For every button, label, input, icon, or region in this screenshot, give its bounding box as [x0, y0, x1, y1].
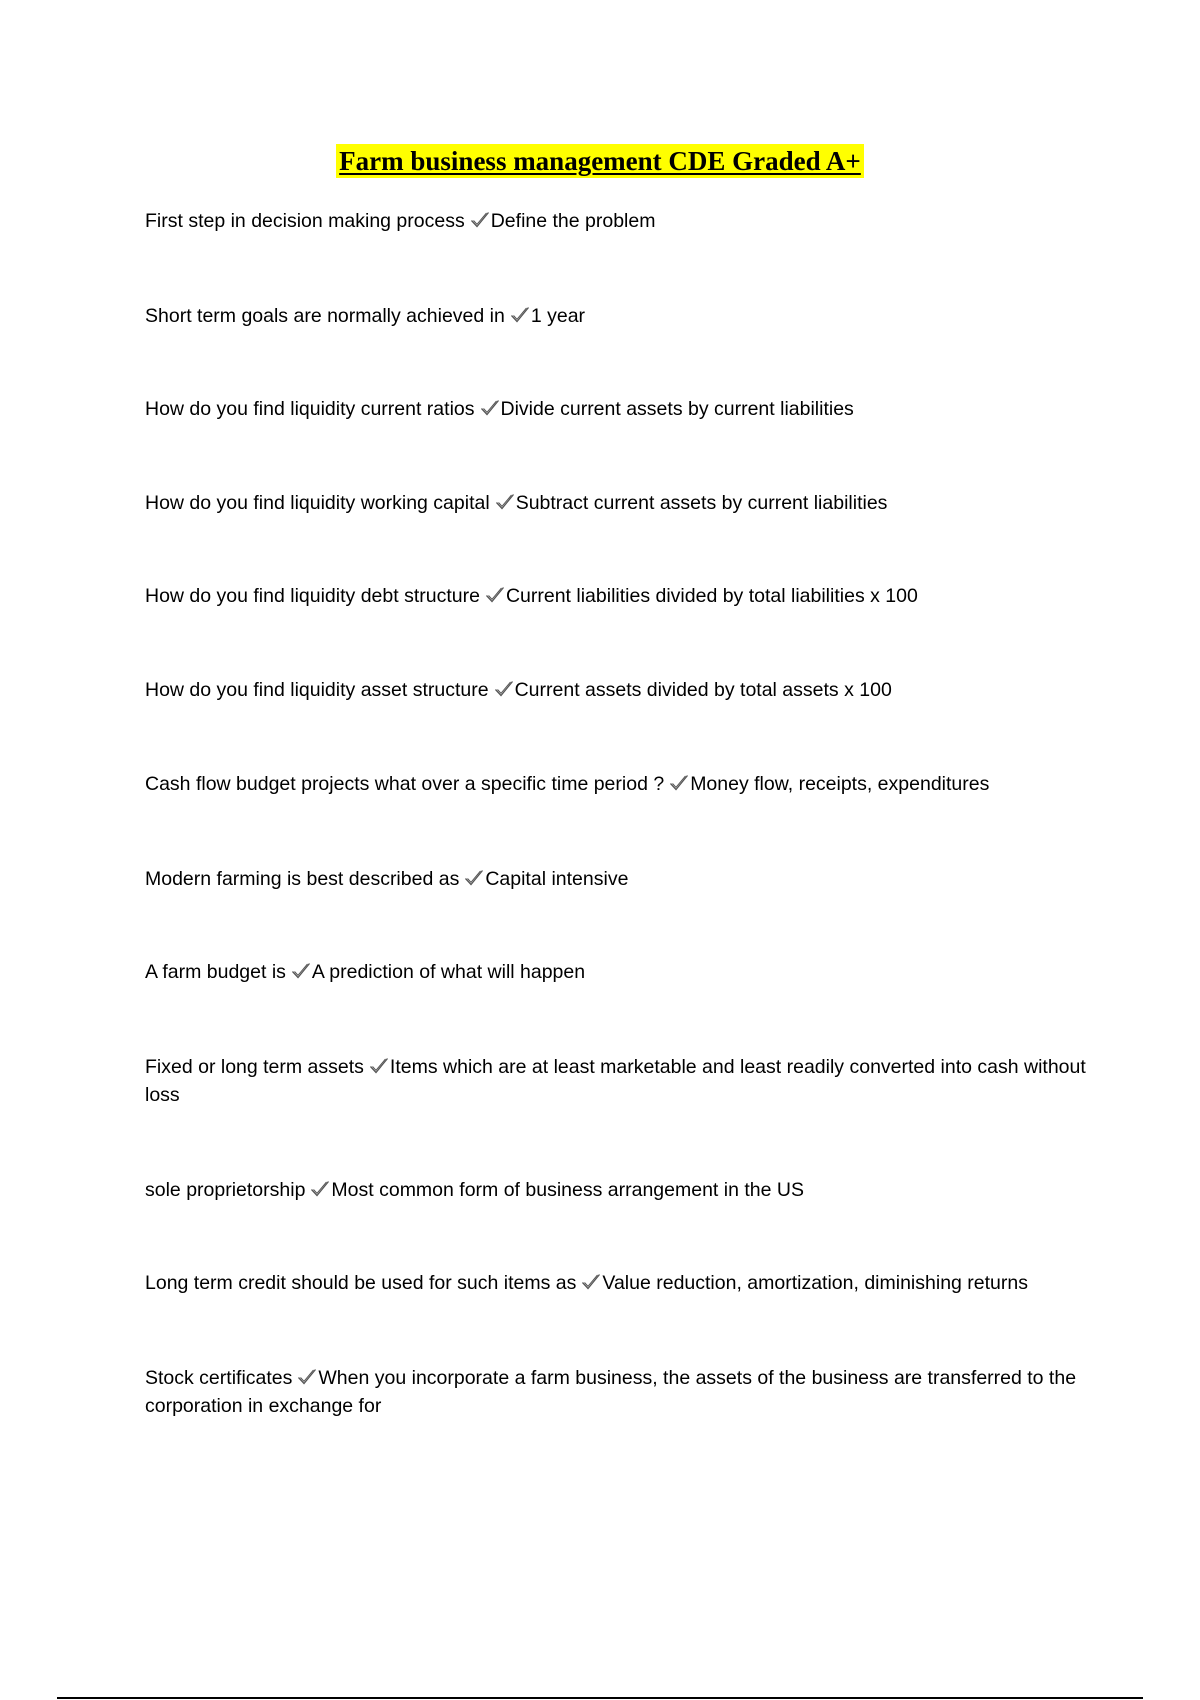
answer-text: When you incorporate a farm business, the assets of the business are transferred to the corporation in exchange for: [145, 1367, 1077, 1417]
answer-text: Current liabilities divided by total liabilities x 100: [505, 585, 918, 607]
title-container: [0, 144, 1200, 178]
question-text: How do you find liquidity asset structure: [145, 679, 489, 701]
question-text: Long term credit should be used for such items as: [145, 1272, 577, 1294]
check-mark-icon: [485, 586, 505, 604]
question-text: Cash flow budget projects what over a specific time period ?: [145, 773, 665, 795]
answer-text: Most common form of business arrangement in the US: [331, 1179, 804, 1201]
check-mark-icon: [470, 211, 490, 229]
question-text: Modern farming is best described as: [145, 868, 460, 890]
question-text: Short term goals are normally achieved in: [145, 305, 505, 327]
qa-item: [145, 676, 1095, 704]
check-mark-icon: [494, 680, 514, 698]
check-mark-icon: [510, 306, 530, 324]
qa-item: [145, 1053, 1095, 1109]
question-text: How do you find liquidity current ratios: [145, 398, 475, 420]
answer-text: Subtract current assets by current liabilities: [515, 492, 888, 514]
page-title: Farm business management CDE Graded A+: [336, 144, 864, 178]
question-text: A farm budget is: [145, 961, 286, 983]
answer-text: A prediction of what will happen: [311, 961, 586, 983]
qa-item: [145, 489, 1095, 517]
answer-text: Capital intensive: [485, 868, 629, 890]
answer-text: Money flow, receipts, expenditures: [690, 773, 990, 795]
qa-item: [145, 1176, 1095, 1204]
check-mark-icon: [297, 1368, 317, 1386]
question-text: Fixed or long term assets: [145, 1056, 364, 1078]
answer-text: 1 year: [530, 305, 586, 327]
qa-item: [145, 395, 1095, 423]
question-text: Stock certificates: [145, 1367, 293, 1389]
answer-text: Define the problem: [490, 210, 656, 232]
question-text: How do you find liquidity working capital: [145, 492, 490, 514]
question-text: First step in decision making process: [145, 210, 465, 232]
check-mark-icon: [310, 1180, 330, 1198]
check-mark-icon: [581, 1273, 601, 1291]
qa-item: [145, 865, 1095, 893]
footer-divider: [57, 1697, 1143, 1699]
answer-text: Value reduction, amortization, diminishing returns: [602, 1272, 1028, 1294]
qa-item: [145, 1364, 1095, 1420]
question-text: How do you find liquidity debt structure: [145, 585, 480, 607]
check-mark-icon: [291, 962, 311, 980]
qa-item: [145, 958, 1095, 986]
check-mark-icon: [369, 1057, 389, 1075]
qa-item: [145, 207, 1095, 235]
answer-text: Divide current assets by current liabilities: [500, 398, 854, 420]
answer-text: Current assets divided by total assets x 100: [514, 679, 892, 701]
qa-item: [145, 770, 1095, 798]
qa-item: [145, 1269, 1095, 1297]
qa-item: [145, 582, 1095, 610]
question-text: sole proprietorship: [145, 1179, 306, 1201]
answer-text: Items which are at least marketable and least readily converted into cash without loss: [145, 1056, 1086, 1106]
qa-item: [145, 302, 1095, 330]
check-mark-icon: [669, 774, 689, 792]
check-mark-icon: [480, 399, 500, 417]
check-mark-icon: [464, 869, 484, 887]
check-mark-icon: [495, 493, 515, 511]
